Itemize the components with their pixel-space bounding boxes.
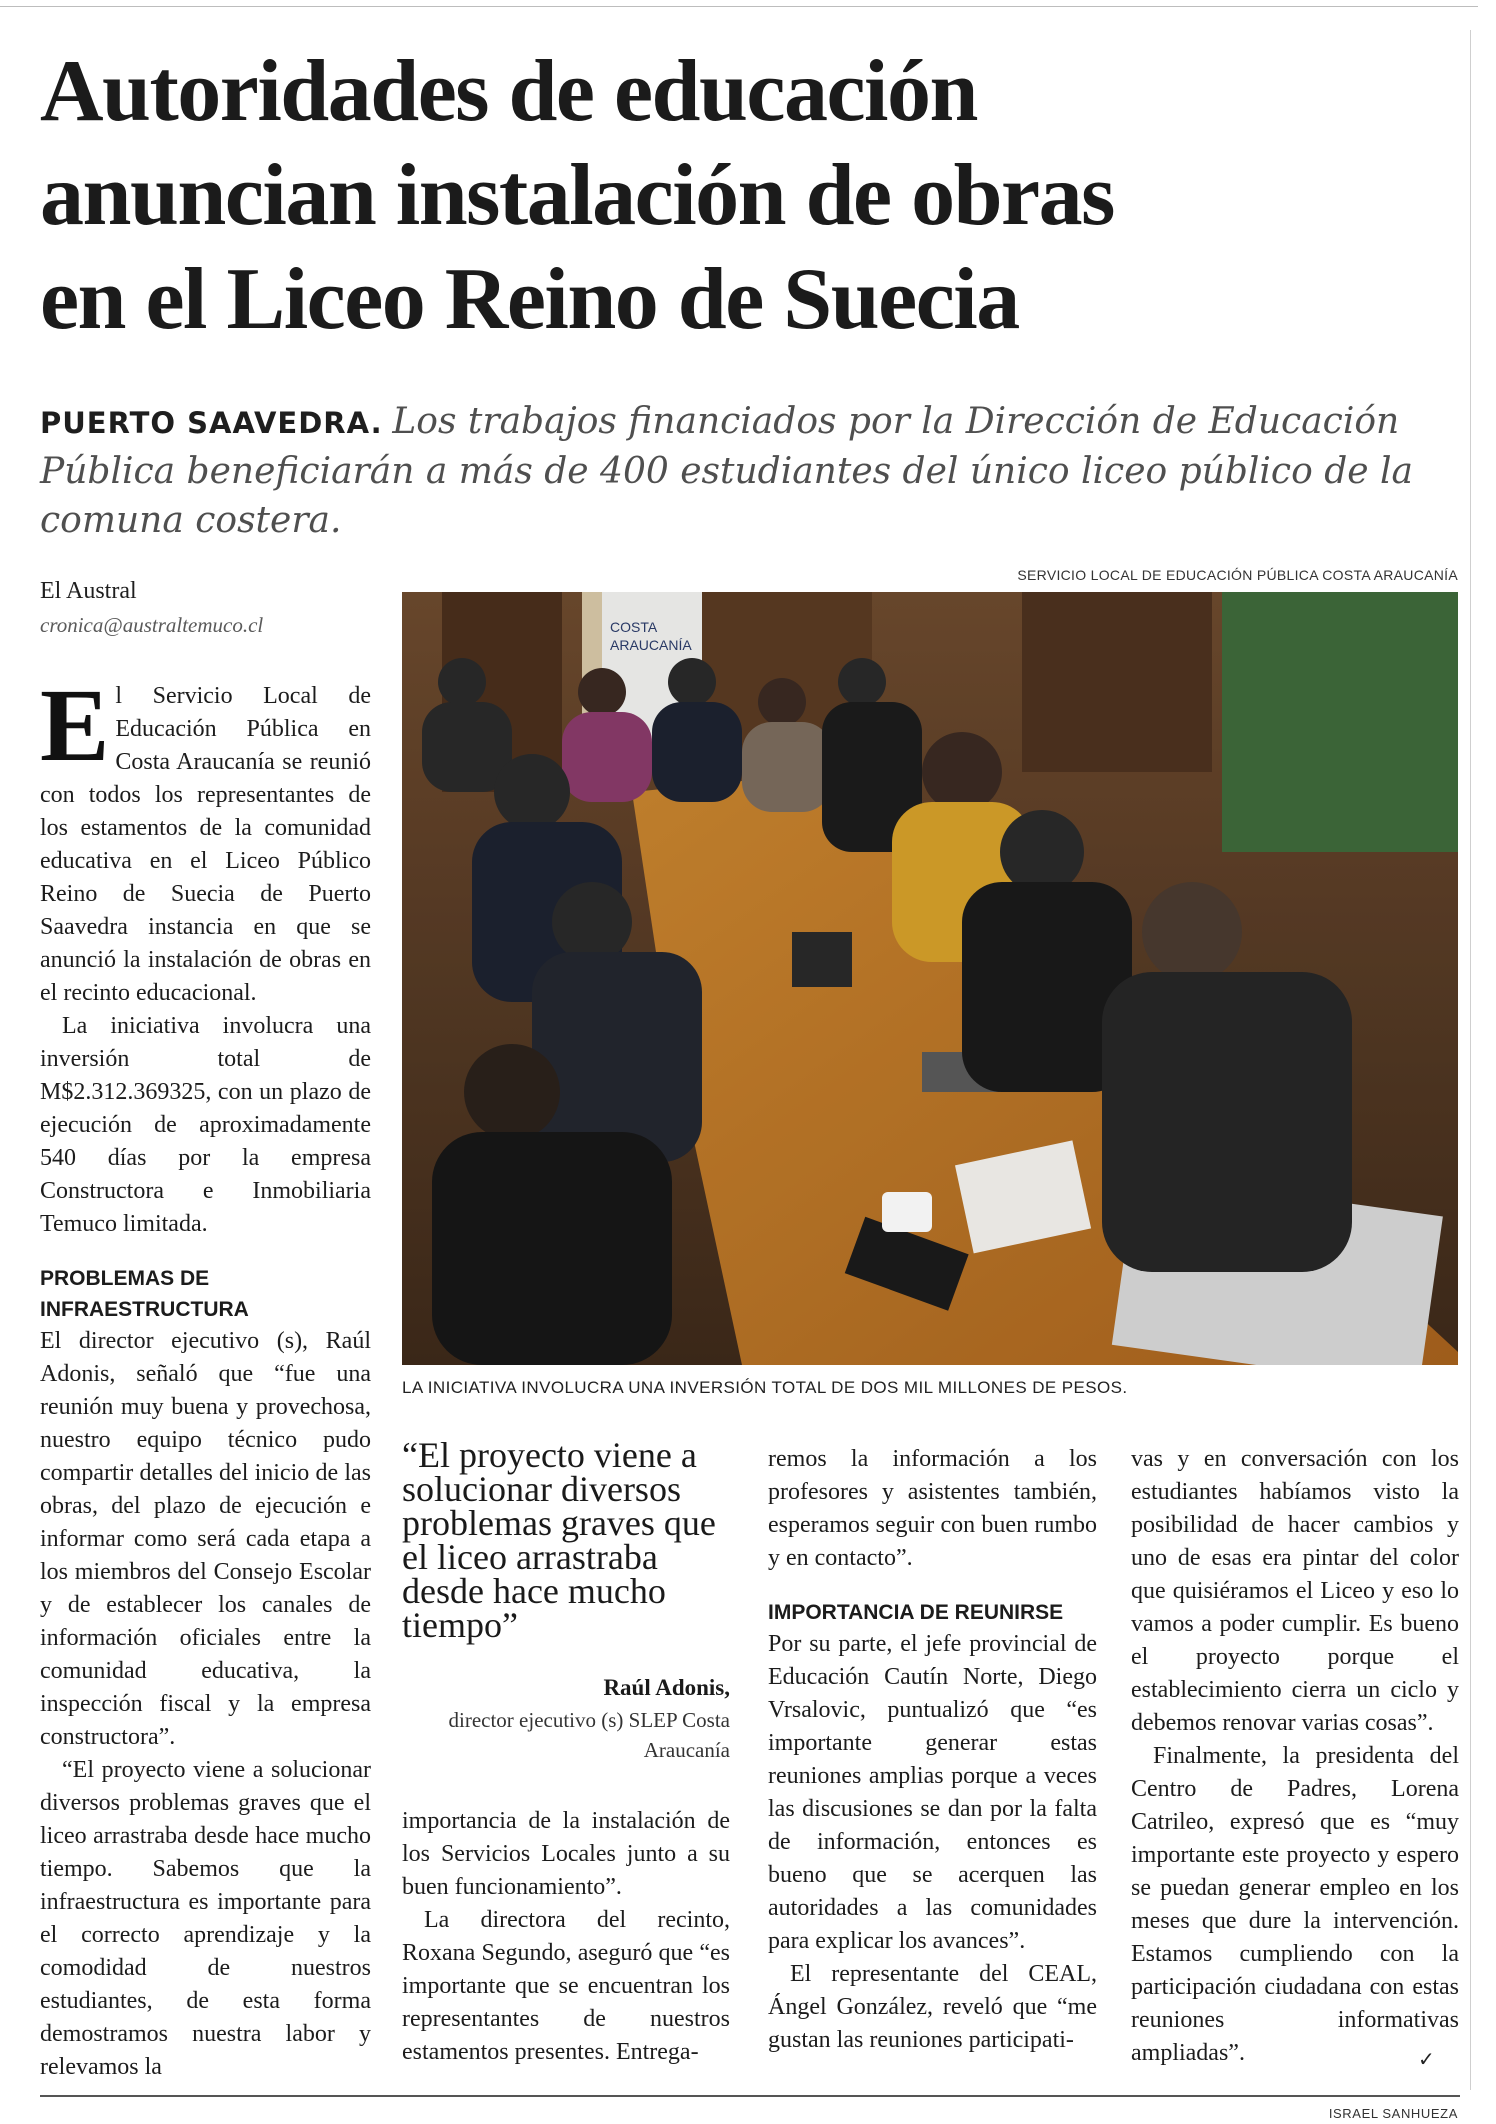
drop-cap: E [40, 668, 110, 783]
paragraph-1-text: l Servicio Local de Educación Pública en Costa Araucanía se reunió con todos los representantes de los estamentos de la comunidad educativa en el Liceo Público Reino de Suecia de Puerto Saavedra instancia en que se anunció la instalación de obras en el recinto educacional. [40, 683, 371, 1006]
end-mark-icon: ✓ [1418, 2047, 1435, 2071]
lead-paragraph [40, 397, 1440, 545]
column-rule [1470, 30, 1471, 2090]
author-name: El Austral [40, 578, 137, 604]
paragraph-10: vas y en conversación con los estudiantes habíamos visto la posibilidad de hacer cambios y uno de esas era pintar del color que quisiéramos el Liceo y eso lo vamos a poder cumplir. Es bueno el proyecto porque el establecimiento cierra un ciclo y debemos renovar varias cosas”. [1131, 1446, 1459, 1736]
bottom-rule [40, 2095, 1460, 2097]
pull-quote-author: Raúl Adonis, [603, 1675, 730, 1700]
lead-place: PUERTO SAAVEDRA. [40, 406, 383, 440]
article-column-4 [1131, 1443, 1459, 2070]
paragraph-9: El representante del CEAL, Ángel González, reveló que “me gustan las reuniones participati- [768, 1961, 1097, 2053]
article-column-3 [768, 1443, 1097, 2057]
subhead-importancia: IMPORTANCIA DE REUNIRSE [768, 1601, 1064, 1624]
paragraph-4: “El proyecto viene a solucionar diversos problemas graves que el liceo arrastraba desde hace mucho tiempo. Sabemos que la infraestructura es importante para el correcto aprendizaje y la comodidad de nuestros estudiantes, de esta forma demostramos nuestra labor y relevamos la [40, 1757, 371, 2080]
headline-line-2: anuncian instalación de obras [40, 147, 1114, 244]
headline [40, 40, 1460, 352]
headline-line-1: Autoridades de educación [40, 43, 977, 140]
paragraph-5: importancia de la instalación de los Servicios Locales junto a su buen funcionamiento”. [402, 1808, 730, 1900]
page-credit: ISRAEL SANHUEZA [1328, 2106, 1458, 2121]
paragraph-7: remos la información a los profesores y asistentes también, esperamos seguir con buen rumbo y en contacto”. [768, 1446, 1097, 1571]
paragraph-8: Por su parte, el jefe provincial de Educación Cautín Norte, Diego Vrsalovic, puntualizó que “es importante generar estas reuniones amplias porque a veces las discusiones se dan por la falta de información, entonces es bueno que se acerquen las autoridades a las comunidades para explicar los avances”. [768, 1631, 1097, 1954]
subhead-problemas: PROBLEMAS DE INFRAESTRUCTURA [40, 1267, 249, 1321]
meeting-photo [402, 592, 1458, 1365]
article-column-2 [402, 1805, 730, 2069]
banner-text-2: ARAUCANÍA [610, 637, 692, 653]
article-column-1 [40, 668, 371, 2084]
paragraph-11: Finalmente, la presidenta del Centro de Padres, Lorena Catrileo, expresó que es “muy importante este proyecto y espero se puedan generar empleo en los meses que dure la intervención. Estamos cumpliendo con la participación ciudadana con estas reuniones informativas ampliadas”. [1131, 1743, 1459, 2066]
paragraph-2: La iniciativa involucra una inversión total de M$2.312.369325, con un plazo de ejecución de aproximadamente 540 días por la empresa Constructora e Inmobiliaria Temuco limitada. [40, 1013, 371, 1237]
photo-credit: SERVICIO LOCAL DE EDUCACIÓN PÚBLICA COSTA ARAUCANÍA [1017, 567, 1458, 583]
banner-text-1: COSTA [610, 619, 658, 635]
top-rule [0, 6, 1478, 7]
author-email: cronica@australtemuco.cl [40, 613, 264, 637]
paragraph-1 [40, 668, 371, 1010]
photo-caption: LA INICIATIVA INVOLUCRA UNA INVERSIÓN TOTAL DE DOS MIL MILLONES DE PESOS. [402, 1378, 1128, 1397]
paragraph-3: El director ejecutivo (s), Raúl Adonis, señaló que “fue una reunión muy buena y provechosa, nuestro equipo técnico pudo compartir detalles del inicio de las obras, del plazo de ejecución e informar como será cada etapa a los miembros del Consejo Escolar y de establecer los canales de información oficiales entre la comunidad educativa, la inspección fiscal y la empresa constructora”. [40, 1328, 371, 1750]
headline-line-3: en el Liceo Reino de Suecia [40, 251, 1019, 348]
pull-quote-role: director ejecutivo (s) SLEP Costa Araucanía [448, 1708, 730, 1762]
pull-quote: “El proyecto viene a solucionar diversos problemas graves que el liceo arrastraba desde hace mucho tiempo” [402, 1435, 716, 1645]
lead-text: Los trabajos financiados por la Dirección de Educación Pública beneficiarán a más de 400 estudiantes del único liceo público de la comuna costera. [40, 401, 1413, 541]
paragraph-6: La directora del recinto, Roxana Segundo, aseguró que “es importante que se encuentran los representantes de nuestros estamentos presentes. Entrega- [402, 1907, 730, 2065]
